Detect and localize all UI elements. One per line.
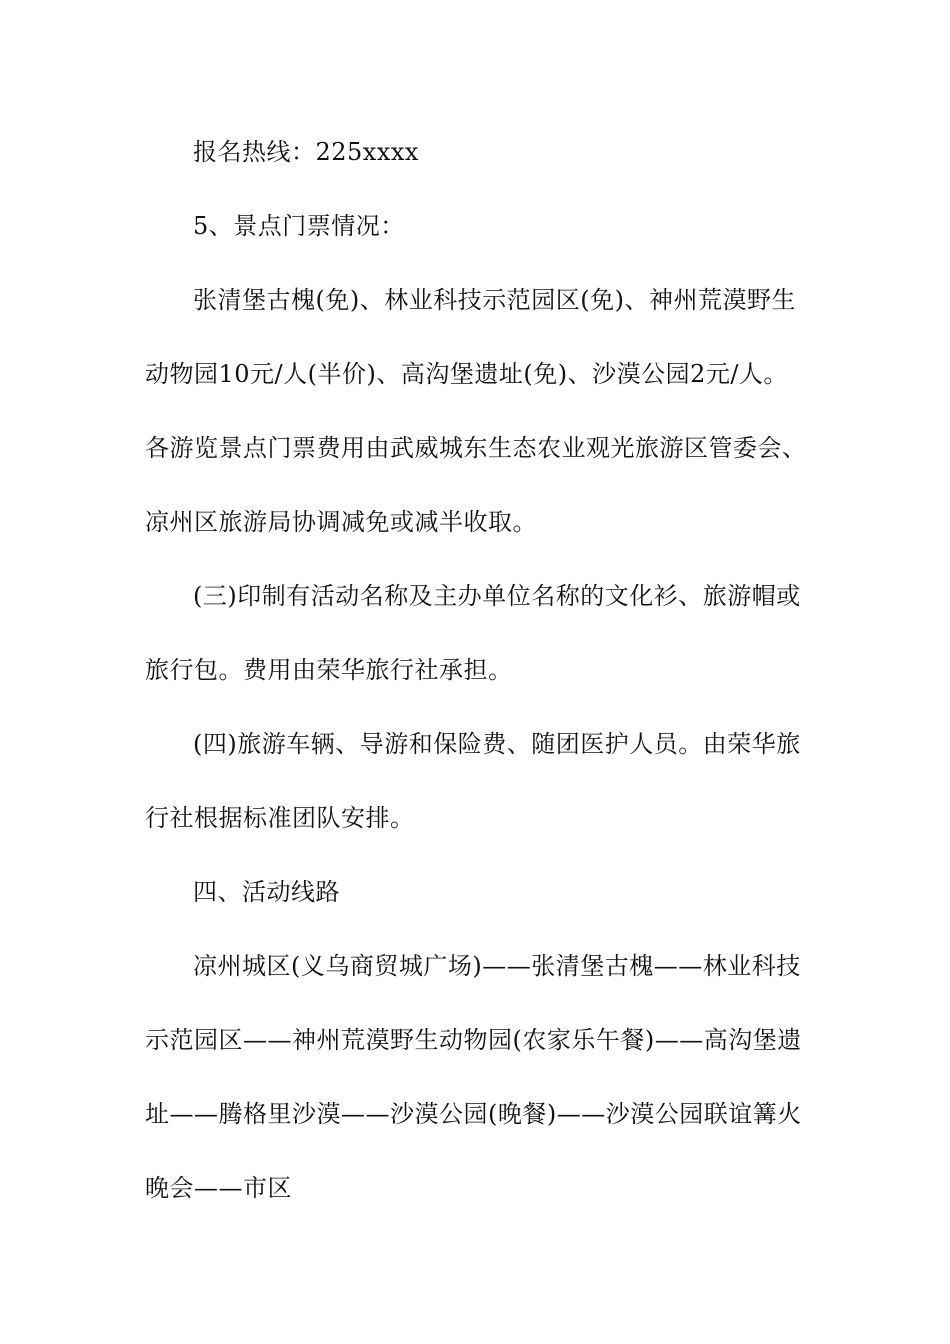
route-paragraph-line: 晚会——市区 — [145, 1174, 292, 1202]
transport-paragraph-line: 行社根据标准团队安排。 — [145, 804, 415, 832]
ticket-paragraph-line: 各游览景点门票费用由武威城东生态农业观光旅游区管委会、 — [145, 434, 807, 462]
ticket-heading: 5、景点门票情况： — [193, 212, 405, 240]
route-paragraph-line: 址——腾格里沙漠——沙漠公园(晚餐)——沙漠公园联谊篝火 — [145, 1100, 802, 1128]
route-paragraph-line: 示范园区——神州荒漠野生动物园(农家乐午餐)——高沟堡遗 — [145, 1026, 802, 1054]
merch-paragraph-line: (三)印制有活动名称及主办单位名称的文化衫、旅游帽或 — [193, 582, 801, 610]
route-paragraph-line: 凉州城区(义乌商贸城广场)——张清堡古槐——林业科技 — [193, 952, 801, 980]
route-heading: 四、活动线路 — [193, 878, 340, 906]
registration-hotline: 报名热线：225xxxx — [193, 138, 419, 166]
ticket-paragraph-line: 凉州区旅游局协调减免或减半收取。 — [145, 508, 537, 536]
ticket-paragraph-line: 张清堡古槐(免)、林业科技示范园区(免)、神州荒漠野生 — [193, 286, 796, 314]
ticket-paragraph-line: 动物园10元/人(半价)、高沟堡遗址(免)、沙漠公园2元/人。 — [145, 360, 788, 388]
transport-paragraph-line: (四)旅游车辆、导游和保险费、随团医护人员。由荣华旅 — [193, 730, 801, 758]
merch-paragraph-line: 旅行包。费用由荣华旅行社承担。 — [145, 656, 513, 684]
